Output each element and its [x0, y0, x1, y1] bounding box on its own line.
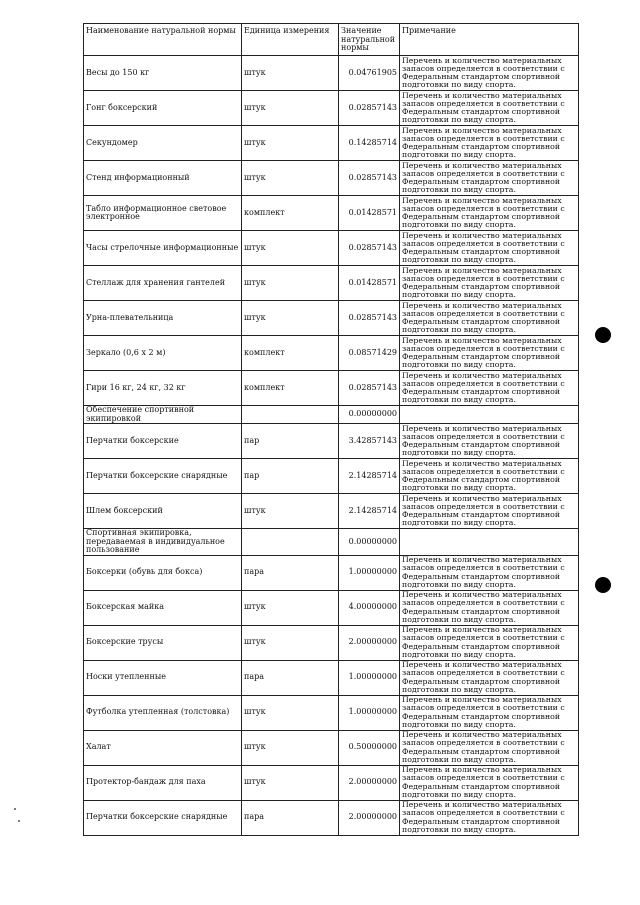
table-row: [84, 459, 579, 494]
table-row: [84, 424, 579, 459]
table-row: [84, 555, 579, 590]
cell-name: Секундомер: [84, 126, 242, 161]
cell-note: Перечень и количество материальных запасов определяется в соответствии с Федеральным стандартом спортивной подготовки по виду спорта.: [400, 301, 579, 336]
cell-name: Футболка утепленная (толстовка): [84, 695, 242, 730]
cell-name: Перчатки боксерские: [84, 424, 242, 459]
cell-name: Табло информационное световое электронное: [84, 196, 242, 231]
table-row: [84, 56, 579, 91]
header-note: Примечание: [400, 24, 579, 56]
cell-note: [400, 529, 579, 556]
cell-name: Носки утепленные: [84, 660, 242, 695]
cell-note: Перечень и количество материальных запасов определяется в соответствии с Федеральным стандартом спортивной подготовки по виду спорта.: [400, 371, 579, 406]
cell-value: 0.00000000: [339, 406, 400, 424]
cell-unit: штук: [242, 695, 339, 730]
cell-value: 1.00000000: [339, 555, 400, 590]
cell-note: Перечень и количество материальных запасов определяется в соответствии с Федеральным стандартом спортивной подготовки по виду спорта.: [400, 196, 579, 231]
cell-value: 2.14285714: [339, 459, 400, 494]
cell-value: 2.14285714: [339, 494, 400, 529]
table-row: [84, 196, 579, 231]
table-row: [84, 126, 579, 161]
cell-unit: штук: [242, 161, 339, 196]
table-row: [84, 231, 579, 266]
table-row: [84, 161, 579, 196]
cell-name: Протектор-бандаж для паха: [84, 765, 242, 800]
cell-unit: [242, 406, 339, 424]
cell-note: Перечень и количество материальных запасов определяется в соответствии с Федеральным стандартом спортивной подготовки по виду спорта.: [400, 126, 579, 161]
cell-note: Перечень и количество материальных запасов определяется в соответствии с Федеральным стандартом спортивной подготовки по виду спорта.: [400, 625, 579, 660]
cell-note: Перечень и количество материальных запасов определяется в соответствии с Федеральным стандартом спортивной подготовки по виду спорта.: [400, 424, 579, 459]
table-row: [84, 590, 579, 625]
cell-note: Перечень и количество материальных запасов определяется в соответствии с Федеральным стандартом спортивной подготовки по виду спорта.: [400, 660, 579, 695]
cell-name: Боксерские трусы: [84, 625, 242, 660]
cell-unit: штук: [242, 231, 339, 266]
table-row: [84, 730, 579, 765]
table-row: [84, 406, 579, 424]
table-row: [84, 695, 579, 730]
cell-value: 2.00000000: [339, 765, 400, 800]
cell-note: Перечень и количество материальных запасов определяется в соответствии с Федеральным стандартом спортивной подготовки по виду спорта.: [400, 336, 579, 371]
header-unit: Единица измерения: [242, 24, 339, 56]
cell-unit: штук: [242, 56, 339, 91]
cell-unit: комплект: [242, 196, 339, 231]
cell-value: 0.01428571: [339, 196, 400, 231]
cell-value: 1.00000000: [339, 660, 400, 695]
cell-name: Урна-плевательница: [84, 301, 242, 336]
cell-name: Шлем боксерский: [84, 494, 242, 529]
cell-note: Перечень и количество материальных запасов определяется в соответствии с Федеральным стандартом спортивной подготовки по виду спорта.: [400, 231, 579, 266]
cell-name: Гонг боксерский: [84, 91, 242, 126]
cell-note: Перечень и количество материальных запасов определяется в соответствии с Федеральным стандартом спортивной подготовки по виду спорта.: [400, 695, 579, 730]
cell-note: Перечень и количество материальных запасов определяется в соответствии с Федеральным стандартом спортивной подготовки по виду спорта.: [400, 56, 579, 91]
cell-note: Перечень и количество материальных запасов определяется в соответствии с Федеральным стандартом спортивной подготовки по виду спорта.: [400, 161, 579, 196]
cell-name: Боксерки (обувь для бокса): [84, 555, 242, 590]
cell-value: 0.02857143: [339, 301, 400, 336]
cell-name: Халат: [84, 730, 242, 765]
punch-hole-mark: [595, 577, 611, 593]
cell-value: 0.14285714: [339, 126, 400, 161]
table-body: [84, 56, 579, 836]
table-header-row: [84, 24, 579, 56]
cell-unit: пара: [242, 800, 339, 835]
table-row: [84, 660, 579, 695]
table-row: [84, 266, 579, 301]
cell-value: 2.00000000: [339, 800, 400, 835]
cell-unit: штук: [242, 301, 339, 336]
cell-note: Перечень и количество материальных запасов определяется в соответствии с Федеральным стандартом спортивной подготовки по виду спорта.: [400, 555, 579, 590]
cell-value: 0.50000000: [339, 730, 400, 765]
cell-unit: пара: [242, 660, 339, 695]
cell-unit: штук: [242, 266, 339, 301]
cell-value: 4.00000000: [339, 590, 400, 625]
header-name: Наименование натуральной нормы: [84, 24, 242, 56]
cell-value: 0.01428571: [339, 266, 400, 301]
cell-value: 3.42857143: [339, 424, 400, 459]
cell-name: Гири 16 кг, 24 кг, 32 кг: [84, 371, 242, 406]
cell-value: 0.00000000: [339, 529, 400, 556]
table-row: [84, 529, 579, 556]
cell-name: Стенд информационный: [84, 161, 242, 196]
cell-value: 2.00000000: [339, 625, 400, 660]
cell-value: 0.02857143: [339, 371, 400, 406]
cell-unit: штук: [242, 590, 339, 625]
cell-name: Весы до 150 кг: [84, 56, 242, 91]
cell-unit: штук: [242, 494, 339, 529]
table-row: [84, 301, 579, 336]
table-row: [84, 494, 579, 529]
header-value: Значение натуральной нормы: [339, 24, 400, 56]
cell-value: 1.00000000: [339, 695, 400, 730]
cell-unit: пар: [242, 424, 339, 459]
cell-name: Стеллаж для хранения гантелей: [84, 266, 242, 301]
cell-unit: комплект: [242, 336, 339, 371]
cell-note: Перечень и количество материальных запасов определяется в соответствии с Федеральным стандартом спортивной подготовки по виду спорта.: [400, 765, 579, 800]
cell-unit: пара: [242, 555, 339, 590]
table-row: [84, 800, 579, 835]
table-row: [84, 625, 579, 660]
cell-unit: штук: [242, 91, 339, 126]
table-row: [84, 336, 579, 371]
cell-value: 0.04761905: [339, 56, 400, 91]
cell-unit: штук: [242, 126, 339, 161]
scan-speck: [18, 820, 20, 822]
cell-unit: [242, 529, 339, 556]
cell-value: 0.02857143: [339, 91, 400, 126]
cell-name: Перчатки боксерские снарядные: [84, 800, 242, 835]
cell-name: Перчатки боксерские снарядные: [84, 459, 242, 494]
cell-name: Зеркало (0,6 х 2 м): [84, 336, 242, 371]
cell-name: Боксерская майка: [84, 590, 242, 625]
scan-speck: [14, 808, 16, 810]
cell-unit: штук: [242, 625, 339, 660]
cell-unit: пар: [242, 459, 339, 494]
cell-note: Перечень и количество материальных запасов определяется в соответствии с Федеральным стандартом спортивной подготовки по виду спорта.: [400, 91, 579, 126]
cell-value: 0.08571429: [339, 336, 400, 371]
norms-table: [83, 23, 579, 836]
cell-unit: комплект: [242, 371, 339, 406]
cell-name: Часы стрелочные информационные: [84, 231, 242, 266]
cell-unit: штук: [242, 730, 339, 765]
cell-value: 0.02857143: [339, 231, 400, 266]
cell-unit: штук: [242, 765, 339, 800]
cell-note: Перечень и количество материальных запасов определяется в соответствии с Федеральным стандартом спортивной подготовки по виду спорта.: [400, 590, 579, 625]
cell-note: Перечень и количество материальных запасов определяется в соответствии с Федеральным стандартом спортивной подготовки по виду спорта.: [400, 459, 579, 494]
cell-value: 0.02857143: [339, 161, 400, 196]
cell-note: Перечень и количество материальных запасов определяется в соответствии с Федеральным стандартом спортивной подготовки по виду спорта.: [400, 800, 579, 835]
table-row: [84, 371, 579, 406]
cell-note: [400, 406, 579, 424]
cell-name: Обеспечение спортивной экипировкой: [84, 406, 242, 424]
cell-name: Спортивная экипировка, передаваемая в индивидуальное пользование: [84, 529, 242, 556]
table-row: [84, 765, 579, 800]
cell-note: Перечень и количество материальных запасов определяется в соответствии с Федеральным стандартом спортивной подготовки по виду спорта.: [400, 730, 579, 765]
cell-note: Перечень и количество материальных запасов определяется в соответствии с Федеральным стандартом спортивной подготовки по виду спорта.: [400, 494, 579, 529]
cell-note: Перечень и количество материальных запасов определяется в соответствии с Федеральным стандартом спортивной подготовки по виду спорта.: [400, 266, 579, 301]
table-row: [84, 91, 579, 126]
punch-hole-mark: [595, 327, 611, 343]
